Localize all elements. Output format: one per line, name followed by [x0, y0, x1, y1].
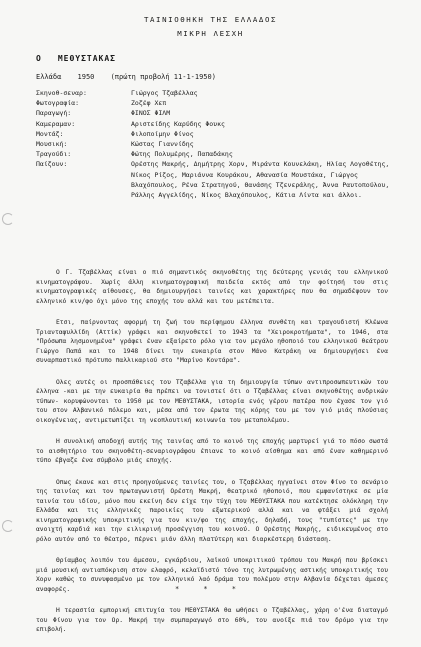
punch-hole [2, 520, 14, 532]
archive-subheader: ΜΙΚΡΗ ΛΕΣΧΗ [177, 29, 244, 38]
credit-value: Γιώργος Τζαβέλλας [131, 89, 198, 97]
paragraph: Ετσι, παίρνοντας αφορμή τη ζωή του περίφημου έλληνα συνθέτη και τραγουδιστή Κλέωνα Τριανταφυλλίδη (Αττίκ) γράφει και σκηνοθετεί το 1943 τα "Χειροκροτήματα", το 1946, στα "Πρόσωπα λησμονημένα" γράφει έναν εξαίρετο ρόλο για τον μεγάλο ηθοποιό του ελληνικού θεάτρου Γιώργο Παπά και το 1948 δίνει την ευκαιρία στον Μάνο Κατράκη να δημιουργήσει ένα συναρπαστικό πρότυπο παλλικαριού στο "Μαρίνο Κοντάρα". [36, 319, 388, 364]
paragraph: Η συνολική αποδοχή αυτής της ταινίας από το κοινό της εποχής μαρτυρεί γιά το πόσο σωστά το αισθητήριο του σκηνοθέτη-σεναριογράφου έπιανε το κοινό αίσθημα και από έναν καθημερινό τύπο έβγαζε ένα σύμβολο μιάς εποχής. [36, 438, 388, 464]
credit-row [36, 129, 396, 139]
credit-label: Τραγούδι: [36, 150, 72, 159]
paragraph: Ολες αυτές οι προσπάθειες του Τζαβέλλα για τη δημιουργία τύπων αντιπροσωπευτικών του έλληνα -και με την ευκαιρία θα πρέπει να τονιστεί ότι ο Τζαβέλλας είναι σκηνοθέτης ανδρικών τύπων- κορυφώνονται το 1950 με τον ΜΕΘΥΣΤΑΚΑ, ιστορία ενός γέρου πατέρα που έχασε τον γιό του στον Αλβανικό πόλεμο και, μέσα από τον έρωτα της κόρης του με τον γιό μιάς πλούσιας οικογένειας, αντιμετωπίζει τη νεοπλουτική κοινωνία του μεταπολέμου. [36, 378, 388, 424]
film-year: 1950 [77, 73, 95, 81]
credit-value: Φιλοποίμην Φίνος [131, 129, 194, 138]
credit-row [36, 108, 396, 118]
credit-row [36, 88, 396, 98]
credit-label: Μουσική: [36, 140, 68, 149]
credit-row [36, 119, 396, 129]
punch-hole [2, 213, 14, 225]
cast-list: Ορέστης Μακρής, Δημήτρης Χορν, Μιράντα Κουνελάκη, Ηλίας Λογοθέτης, Νίκος Ρίζος, Μαριάννα Κουράκου, Αθανασία Μουστάκα, Γιώργος Βλαχόπουλος, Ρένα Στρατηγού, Θανάσης Τζενεράλης, Άννα Ραυτοπούλου, Ράλλης Αγγελίδης, Νίκος Βλαχόπουλος, Κάτια Λίντα και άλλοι. [131, 160, 390, 200]
credit-label: Καμεραμαν: [36, 119, 76, 128]
end-asterisks: * * * [174, 585, 247, 593]
paragraph: Οπως έκανε και στις προηγούμενες ταινίες του, ο Τζαβέλλας ηγγαίνει στον Φίνο το σενάριο της ταινίας και τον πρωταγωνιστή Ορέστη Μακρή, θεατρικό ηθοποιό, που εμφανίστηκε σε μία ταινία του ιδίου, μόνο που εκείνη δεν είχε την τύχη του ΜΕΘΥΣΤΑΚΑ που κατέκτησε ολόκληρη την Ελλάδα και τις ελληνικές παροικίες του εξωτερικού αλλά και να φτάξει μιά σχολή κινηματογραφικής υποκριτικής για τον κιν/φο της εποχής, δηλαδή, τους "τυπίστες" με την ανοιχτή καρδιά και την ειλικρινή προσέγγιση του κοινού. Ο Ορέστης Μακρής, ειδικευμένος στο ρόλο αυτόν από το θέατρο, πέρνει μιάν άλλη πλατύτερη και διαρκέστερη διάσταση. [36, 478, 388, 543]
film-premiere: (πρώτη προβολή 11-1-1950) [110, 73, 216, 81]
film-title-prefix: Ο [36, 54, 42, 63]
paragraph: Η τεραστία εμπορική επιτυχία του ΜΕΘΥΣΤΑΚΑ θα ωθήσει ο Τζαβέλλας, χάρη ο'ένα διαταγμό του Φίνου για τον Ορ. Μακρή την συμπαραγωγό στο 60%, του ανοίξε πιά τον δρόμο για την επιβολή. [36, 607, 388, 633]
credit-row [36, 149, 396, 159]
credit-row [36, 139, 396, 149]
archive-header: ΤΑΙΝΙΟΘΗΚΗ ΤΗΣ ΕΛΛΑΔΟΣ [143, 15, 278, 24]
credit-label: Σκηνοθ-σεναρ: [36, 89, 87, 97]
credit-label: Παραγωγή: [36, 109, 72, 118]
film-country: Ελλάδα [36, 73, 62, 81]
credit-value: Κώστας Γιαννίδης [131, 140, 194, 149]
credit-label: Παίζουν: [36, 160, 68, 169]
credit-row [36, 159, 396, 200]
credit-value: Αριστείδης Καρύδης Φουκς [131, 119, 225, 128]
paragraph: Θρίαμβος λοιπόν του άμεσου, εγκάρδιου, λαϊκού υποκριτικού τρόπου του Μακρή που βρίσκει μιά μουσική αντιαπόκριση στον ελαφρό, κελαϊδιστό τόνο της λυτρωμένης αστικής υποκριτικής του Χορν καθώς το συνυφασμένο με τον ελληνικό λαό δράμα του πολέμου στην Αλβανία δέχεται άμεσες αναφορές. [36, 557, 388, 593]
film-release-line [36, 73, 228, 81]
film-title [36, 54, 116, 63]
credit-label: Φωτογραφία: [36, 99, 80, 108]
credit-label: Μοντάζ: [36, 129, 64, 138]
credit-value: Φώτης Πολυμέρης, Παπαδάκης [131, 150, 233, 159]
credit-row [36, 98, 396, 108]
credit-value: ΦΙΝΟΣ ΦΙΛΜ [131, 109, 171, 118]
credits-list [36, 88, 396, 200]
credit-value: Ζοζέφ Χεπ [131, 99, 167, 108]
paragraph: Ο Γ. Τζαβέλλας είναι ο πιό σημαντικός σκηνοθέτης της δεύτερης γενιάς του ελληνικού κινηματογράφου. Χωρίς άλλη κινηματογραφική παιδεία εκτός από την φοίτησή του στις κινηματογραφικές αίθουσες, θα δημιουργήσει ταινίες και χαρακτήρες που θα σημαδέψουν τον ελληνικό κιν/φο όχι μόνο της εποχής του αλλά και του μετέπειτα. [36, 269, 388, 305]
film-title-text: ΜΕΘΥΣΤΑΚΑΣ [57, 54, 116, 63]
